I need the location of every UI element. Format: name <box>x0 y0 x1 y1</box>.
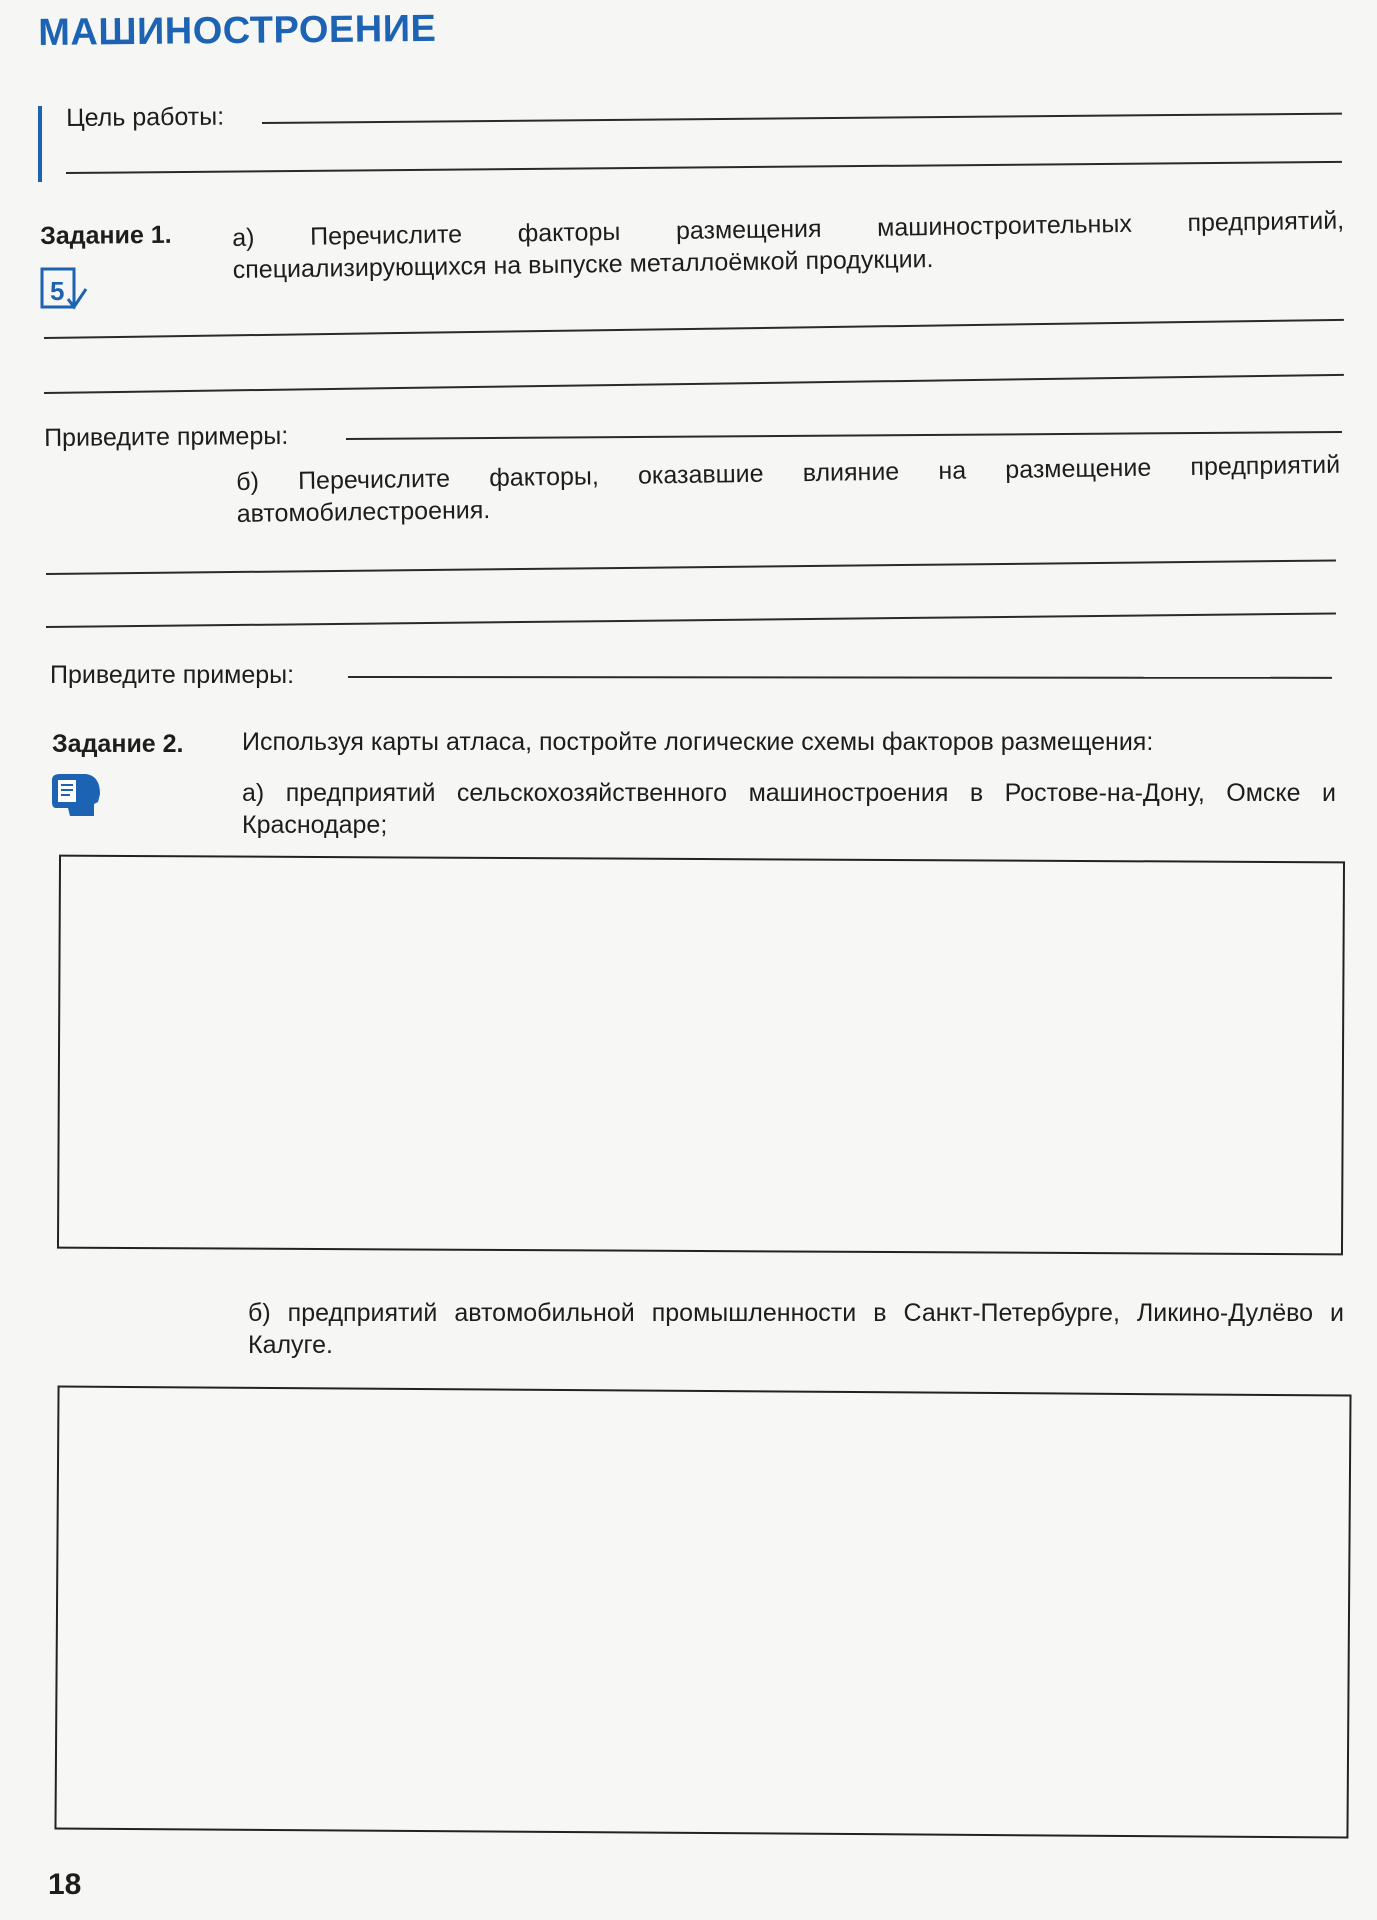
task1-b-answer-line-1[interactable] <box>46 559 1336 575</box>
task2-label: Задание 2. <box>52 730 184 758</box>
task1-part-b-text: б) Перечислите факторы, оказавшие влияние на размещение предприятий автомобилестроения. <box>236 450 1341 528</box>
goal-accent-bar <box>38 106 42 182</box>
task1-a-answer-line-2[interactable] <box>44 374 1344 394</box>
task1-part-a-text: а) Перечислите факторы размещения машиностроительных предприятий, специализирующихся на выпуске металлоёмкой продукции. <box>232 206 1345 284</box>
task2-intro-text: Используя карты атласа, постройте логические схемы факторов размещения: <box>242 728 1154 756</box>
task1-label: Задание 1. <box>40 220 172 250</box>
head-document-icon <box>50 772 102 818</box>
task2-part-b-text: б) предприятий автомобильной промышленности в Санкт-Петербурге, Ликино-Дулёво и Калуге. <box>248 1299 1344 1359</box>
task1-a-examples-label: Приведите примеры: <box>44 421 289 452</box>
task1-b-examples-line[interactable] <box>348 676 1332 679</box>
task1-a-answer-line-1[interactable] <box>44 319 1344 339</box>
goal-label: Цель работы: <box>66 102 225 132</box>
numbered-five-check-icon <box>40 265 88 315</box>
goal-answer-line-2[interactable] <box>66 161 1342 174</box>
task1-b-examples-label: Приведите примеры: <box>50 661 295 689</box>
page-number: 18 <box>48 1868 82 1901</box>
task2-part-a-text: а) предприятий сельскохозяйственного машиностроения в Ростове-на-Дону, Омске и Краснодаре; <box>242 779 1336 839</box>
page-title: МАШИНОСТРОЕНИЕ <box>38 7 437 54</box>
svg-text:5: 5 <box>50 276 65 306</box>
task1-a-examples-line[interactable] <box>346 431 1342 440</box>
goal-answer-line-1[interactable] <box>262 113 1342 124</box>
task2-a-answer-box[interactable] <box>57 855 1345 1256</box>
task2-b-answer-box[interactable] <box>54 1385 1351 1838</box>
task1-b-answer-line-2[interactable] <box>46 612 1336 628</box>
